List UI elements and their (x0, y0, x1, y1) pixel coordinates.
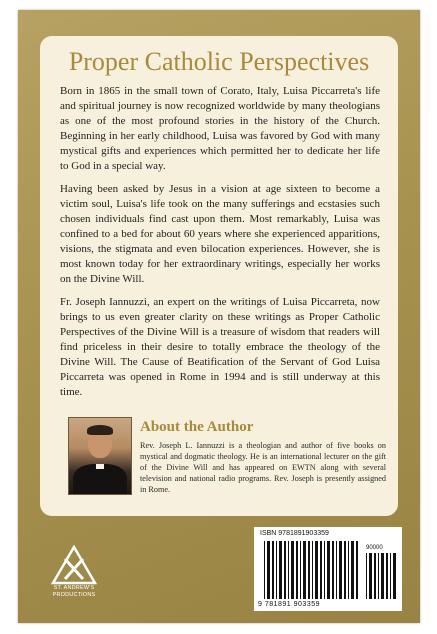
isbn-label: ISBN 9781891903359 (260, 530, 329, 537)
cross-triangle-icon (51, 545, 97, 585)
publisher-logo (44, 545, 104, 609)
description-paragraph-2: Having been asked by Jesus in a vision at age sixteen to become a victim soul, Luisa's life took on the many sufferings and ecstasies such chosen individuals find cast upon them. Most remarkably, Luisa was confined to a bed for about 60 years where she experienced apparitions, visions, the stigmata and even bilocation experiences. However, she is most known today for her extraordinary writings, especially her works on the Divine Will. (60, 183, 380, 285)
publisher-name-line-1: ST. ANDREW'S (53, 585, 95, 591)
description-paragraph-3: Fr. Joseph Iannuzzi, an expert on the writings of Luisa Piccarreta, now brings to us even greater clarity on these writings as Proper Catholic Perspectives of the Divine Will is a treasure of wisdom that readers will find priceless in their desire to totally embrace the theology of the Divine Will. The Cause of Beatification of the Servant of God Luisa Piccarreta was opened in Rome in 1994 and is still underway at this time. (60, 296, 380, 398)
price-barcode-bars (366, 553, 398, 599)
about-author-heading: About the Author (140, 419, 254, 435)
barcode (254, 527, 402, 611)
publisher-name-line-2: PRODUCTIONS (52, 592, 96, 598)
description-paragraph-1: Born in 1865 in the small town of Corato, Italy, Luisa Piccarreta's life and spiritual journey is now recognized worldwide by many theologians as one of the most profound stories in the history of the Church. Beginning in her early childhood, Luisa was favored by God with many mystical gifts and experiences which permitted her to dedicate her life to God in a special way. (60, 85, 380, 172)
ean-barcode-bars (264, 541, 360, 599)
isbn-digits: 9 781891 903359 (258, 601, 320, 608)
price-code: 90000 (366, 545, 383, 551)
author-bio: Rev. Joseph L. Iannuzzi is a theologian and author of five books on mystical and dogmatic theology. He is an international lecturer on the gift of the Divine Will and has appeared on EWTN along with several television and national radio programs. Rev. Joseph is presently assigned in Rome. (140, 441, 386, 494)
author-photo (68, 417, 132, 495)
book-title: Proper Catholic Perspectives (68, 47, 370, 76)
